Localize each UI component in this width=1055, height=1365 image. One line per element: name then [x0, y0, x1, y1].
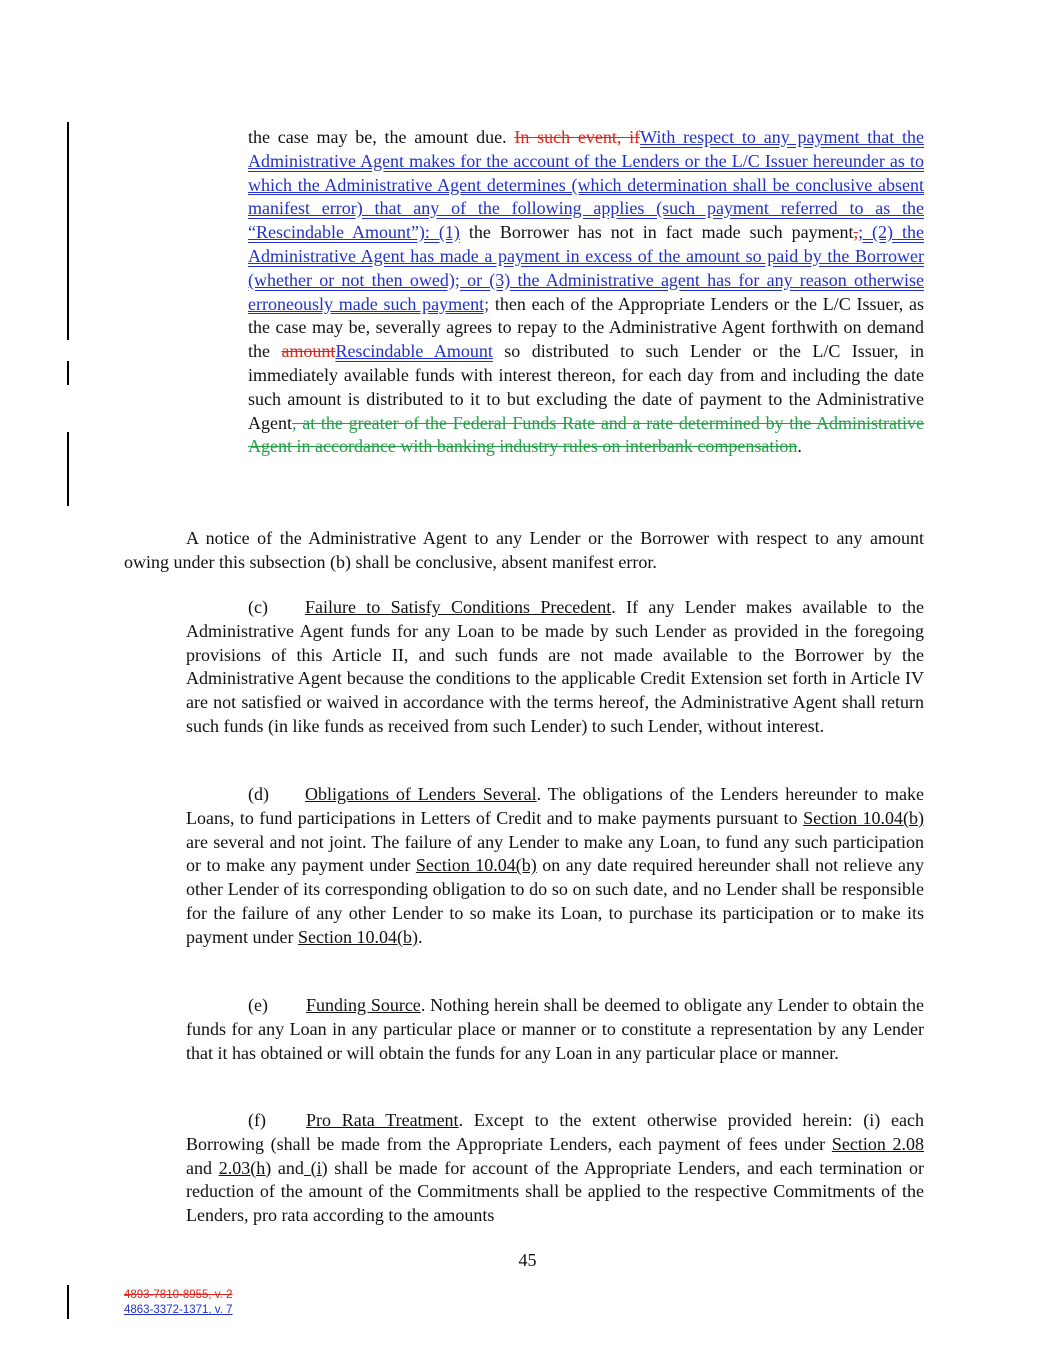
section-label: (d)	[248, 784, 269, 804]
section-reference: (i)	[303, 1157, 328, 1178]
text: shall be made for account of the Appropriate Lenders, and each termination or reduction of the amount of the Commitments shall be applied to the respective Commitments of the Lenders, pro rata according to the amounts	[186, 1157, 924, 1226]
section-heading: Funding Source	[305, 995, 421, 1015]
text: and	[186, 1157, 219, 1178]
change-bar	[67, 361, 69, 385]
new-document-id: 4863-3372-1371, v. 7	[124, 1304, 233, 1316]
change-bar	[67, 1285, 69, 1319]
section-reference: 2.03(h)	[218, 1157, 272, 1178]
section-f	[186, 1109, 924, 1228]
text: on any date required hereunder shall not relieve any other Lender of its corresponding obligation to do so on such date, and no Lender shall be responsible for the failure of any other Lender to so make its Loan, to purchase its participation or to make its payment under	[186, 855, 924, 947]
text: . Except to the extent otherwise provided herein: (i) each Borrowing (shall be made from the Appropriate Lenders, each payment of fees under	[186, 1110, 924, 1154]
deleted-text: In such event, if	[514, 127, 641, 147]
inserted-text: With respect to any payment that the Administrative Agent makes for the account of the Lenders or the L/C Issuer hereunder as to which the Administrative Agent determines (which determination shall be conclusive absent manifest error) that any of the following applies (such payment referred to as the “Rescindable Amount”): (1)	[248, 127, 924, 243]
text: then each of the Appropriate Lenders or the L/C Issuer, as the case may be, severally agrees to repay to the Administrative Agent forthwith on demand the	[248, 293, 924, 362]
paragraph-notice	[124, 527, 924, 575]
section-reference: Section 10.04(b)	[803, 807, 924, 828]
section-label: (e)	[248, 995, 268, 1015]
section-reference: Section 10.04(b)	[297, 926, 418, 947]
deleted-text: amount	[281, 341, 336, 362]
text: A notice of the Administrative Agent to any Lender or the Borrower with respect to any amount owing under this subsection (b) shall be conclusive, absent manifest error.	[124, 528, 924, 572]
moved-text: , at the greater of the Federal Funds Rate and a rate determined by the Administrative Agent in accordance with banking industry rules on interbank compensation	[248, 412, 924, 457]
section-heading: Obligations of Lenders Several	[305, 784, 537, 804]
text: are several and not joint. The failure of any Lender to make any Loan, to fund any such participation or to make any payment under	[186, 831, 924, 876]
section-reference: Section 2.08	[831, 1133, 924, 1154]
text: . Nothing herein shall be deemed to obligate any Lender to obtain the funds for any Loan in any particular place or manner or to constitute a representation by any Lender that it has obtained or will obtain the funds for any Loan in any particular place or manner.	[186, 995, 924, 1063]
paragraph-rescindable-amount	[248, 126, 924, 459]
deleted-text: ,	[853, 222, 859, 243]
text: the Borrower has not in fact made such payment	[459, 222, 854, 243]
page-number: 45	[518, 1250, 537, 1270]
section-heading: Failure to Satisfy Conditions Precedent	[304, 597, 612, 617]
section-heading: Pro Rata Treatment	[305, 1110, 459, 1130]
old-document-id: 4893-7810-8955, v. 2	[124, 1289, 233, 1301]
inserted-text: ; (2) the Administrative Agent has made a payment in excess of the amount so paid by the Borrower (whether or not then owed); or (3) the Administrative agent has for any reason otherwise erroneously made such payment;	[248, 222, 924, 314]
change-bar	[67, 432, 69, 506]
section-c	[186, 596, 924, 739]
section-label: (f)	[248, 1110, 266, 1130]
inserted-text: Rescindable Amount	[335, 341, 493, 362]
text: so distributed to such Lender or the L/C Issuer, in immediately available funds with interest thereon, for each day from and including the date such amount is distributed to it to but excluding the date of payment to the Administrative Agent	[248, 341, 924, 433]
text: .	[417, 926, 423, 947]
change-bar	[67, 122, 69, 340]
section-label: (c)	[248, 597, 268, 617]
section-d	[186, 783, 924, 950]
document-id-footer	[124, 1288, 232, 1318]
text: . The obligations of the Lenders hereunder to make Loans, to fund participations in Letters of Credit and to make payments pursuant to	[186, 784, 924, 828]
section-e	[186, 994, 924, 1065]
section-reference: Section 10.04(b)	[415, 855, 537, 876]
text: and	[271, 1157, 304, 1178]
text: .	[797, 436, 802, 457]
text: . If any Lender makes available to the Administrative Agent funds for any Loan to be made by such Lender as provided in the foregoing provisions of this Article II, and such funds are not made available to the Borrower by the Administrative Agent because the conditions to the applicable Credit Extension set forth in Article IV are not satisfied or waived in accordance with the terms hereof, the Administrative Agent shall return such funds (in like funds as received from such Lender) to such Lender, without interest.	[186, 597, 924, 736]
text: the case may be, the amount due.	[248, 127, 515, 147]
